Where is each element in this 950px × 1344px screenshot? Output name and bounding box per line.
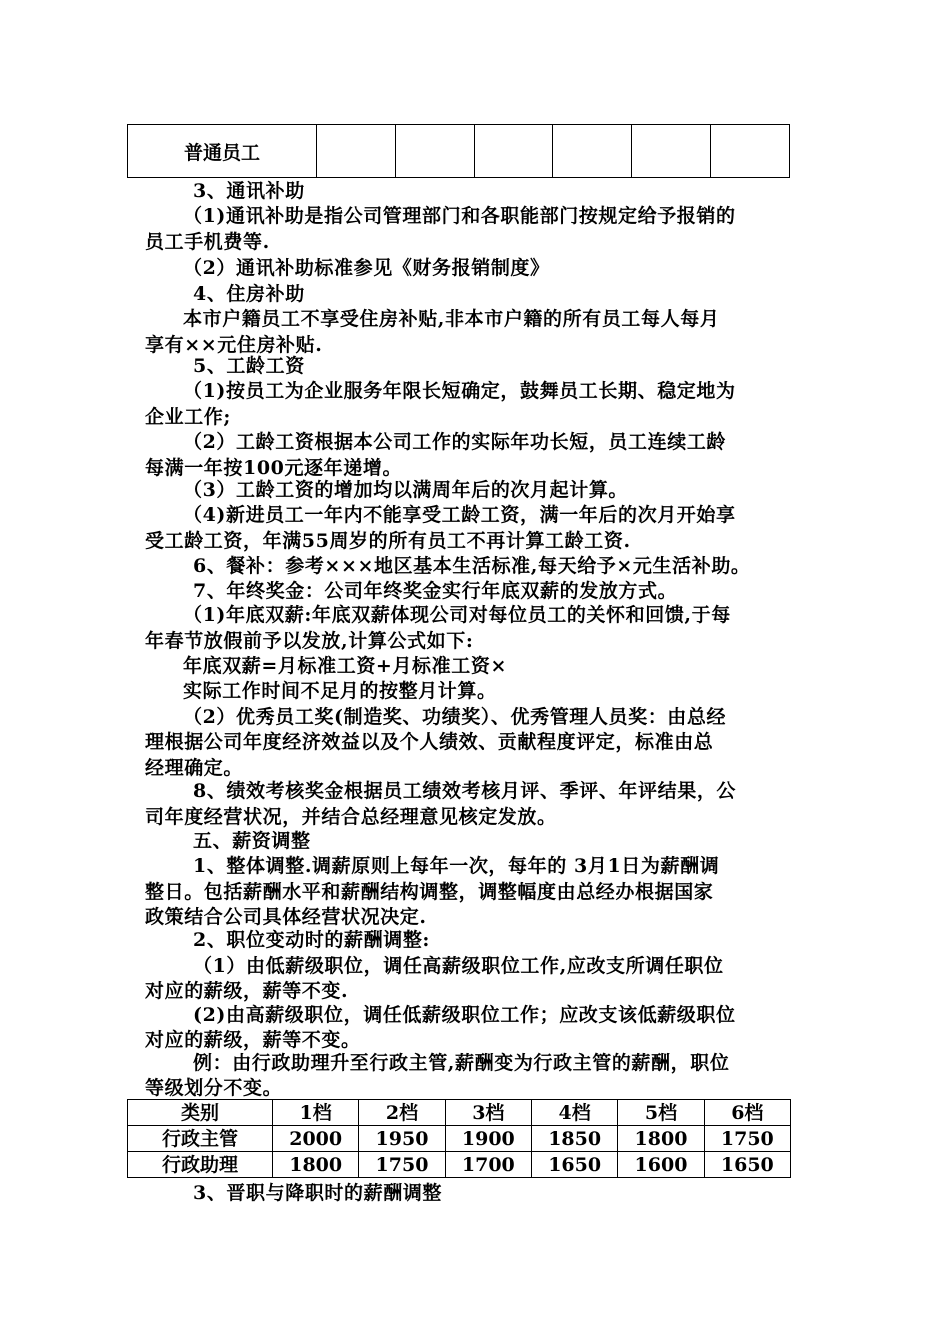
table-header-cell: 4档: [531, 1100, 617, 1126]
table-header-row: [128, 1100, 791, 1126]
formula-line: 年底双薪=月标准工资+月标准工资×: [183, 655, 507, 677]
paragraph-line: （2）工龄工资根据本公司工作的实际年功长短，员工连续工龄: [183, 431, 727, 453]
paragraph-line: 对应的薪级，薪等不变.: [145, 980, 349, 1002]
section-heading: 4、住房补助: [193, 283, 305, 305]
table-header-cell: 5档: [618, 1100, 704, 1126]
section-heading: 3、通讯补助: [193, 180, 305, 202]
paragraph-line: 理根据公司年度经济效益以及个人绩效、贡献程度评定，标准由总: [145, 731, 714, 753]
table-cell: 2000: [273, 1126, 359, 1152]
table-cell: 1650: [531, 1152, 617, 1178]
paragraph-line: 例：由行政助理升至行政主管,薪酬变为行政主管的薪酬，职位: [193, 1052, 730, 1074]
table-header-cell: 1档: [273, 1100, 359, 1126]
paragraph-line: 经理确定。: [145, 757, 244, 779]
table-cell: 1750: [359, 1152, 445, 1178]
paragraph-line: （1）由低薪级职位，调任高薪级职位工作,应改支所调任职位: [193, 955, 724, 977]
paragraph-line: （2）优秀员工奖(制造奖、功绩奖）、优秀管理人员奖：由总经: [183, 706, 727, 728]
paragraph-line: （1)按员工为企业服务年限长短确定，鼓舞员工长期、稳定地为: [183, 380, 736, 402]
paragraph-line: 企业工作;: [145, 406, 232, 428]
table-header-cell: 3档: [445, 1100, 531, 1126]
paragraph-line: 等级划分不变。: [145, 1077, 283, 1099]
paragraph-line: 1、整体调整.调薪原则上每年一次，每年的 3月1日为薪酬调: [193, 855, 720, 877]
paragraph-line: （2）通讯补助标准参见《财务报销制度》: [183, 257, 550, 279]
paragraph-line: 7、年终奖金：公司年终奖金实行年底双薪的发放方式。: [193, 580, 678, 602]
table-header-cell: 类别: [128, 1100, 273, 1126]
paragraph-line: （1)年底双薪:年底双薪体现公司对每位员工的关怀和回馈,于每: [183, 604, 731, 626]
table-cell: 1850: [531, 1126, 617, 1152]
table-row: [128, 1152, 791, 1178]
table-cell: 1700: [445, 1152, 531, 1178]
paragraph-line: 受工龄工资，年满55周岁的所有员工不再计算工龄工资.: [145, 530, 631, 552]
section-heading: 2、职位变动时的薪酬调整:: [193, 929, 431, 951]
table-cell: 1900: [445, 1126, 531, 1152]
salary-table: [127, 1099, 791, 1178]
paragraph-line: 6、餐补：参考×××地区基本生活标准,每天给予×元生活补助。: [193, 555, 751, 577]
table-cell: 普通员工: [128, 125, 317, 178]
paragraph-line: 本市户籍员工不享受住房补贴,非本市户籍的所有员工每人每月: [183, 308, 720, 330]
paragraph-line: （3）工龄工资的增加均以满周年后的次月起计算。: [183, 479, 629, 501]
table-cell: 1950: [359, 1126, 445, 1152]
paragraph-line: 对应的薪级，薪等不变。: [145, 1029, 361, 1051]
paragraph-line: 实际工作时间不足月的按整月计算。: [183, 680, 497, 702]
table-header-cell: 6档: [704, 1100, 790, 1126]
paragraph-line: 整日。包括薪酬水平和薪酬结构调整，调整幅度由总经办根据国家: [145, 881, 714, 903]
paragraph-line: 政策结合公司具体经营状况决定.: [145, 906, 427, 928]
paragraph-line: 员工手机费等.: [145, 231, 270, 253]
table-row: [128, 1126, 791, 1152]
section-heading: 5、工龄工资: [193, 355, 305, 377]
table-cell: 行政助理: [128, 1152, 273, 1178]
paragraph-line: （1)通讯补助是指公司管理部门和各职能部门按规定给予报销的: [183, 205, 736, 227]
section-heading: 3、晋职与降职时的薪酬调整: [193, 1182, 443, 1204]
table-cell: 1650: [704, 1152, 790, 1178]
table-cell: 1750: [704, 1126, 790, 1152]
table-cell: 1800: [618, 1126, 704, 1152]
paragraph-line: 每满一年按100元逐年递增。: [145, 457, 403, 479]
paragraph-line: 司年度经营状况，并结合总经理意见核定发放。: [145, 806, 557, 828]
section-heading: 五、薪资调整: [193, 830, 311, 852]
paragraph-line: 年春节放假前予以发放,计算公式如下:: [145, 630, 474, 652]
paragraph-line: 8、绩效考核奖金根据员工绩效考核月评、季评、年评结果，公: [193, 780, 737, 802]
paragraph-line: （4)新进员工一年内不能享受工龄工资，满一年后的次月开始享: [183, 504, 736, 526]
table-cell: 行政主管: [128, 1126, 273, 1152]
paragraph-line: (2)由高薪级职位，调任低薪级职位工作；应改支该低薪级职位: [193, 1004, 736, 1026]
table-header-cell: 2档: [359, 1100, 445, 1126]
paragraph-line: 享有××元住房补贴.: [145, 334, 323, 356]
table-cell: 1800: [273, 1152, 359, 1178]
table-cell: 1600: [618, 1152, 704, 1178]
